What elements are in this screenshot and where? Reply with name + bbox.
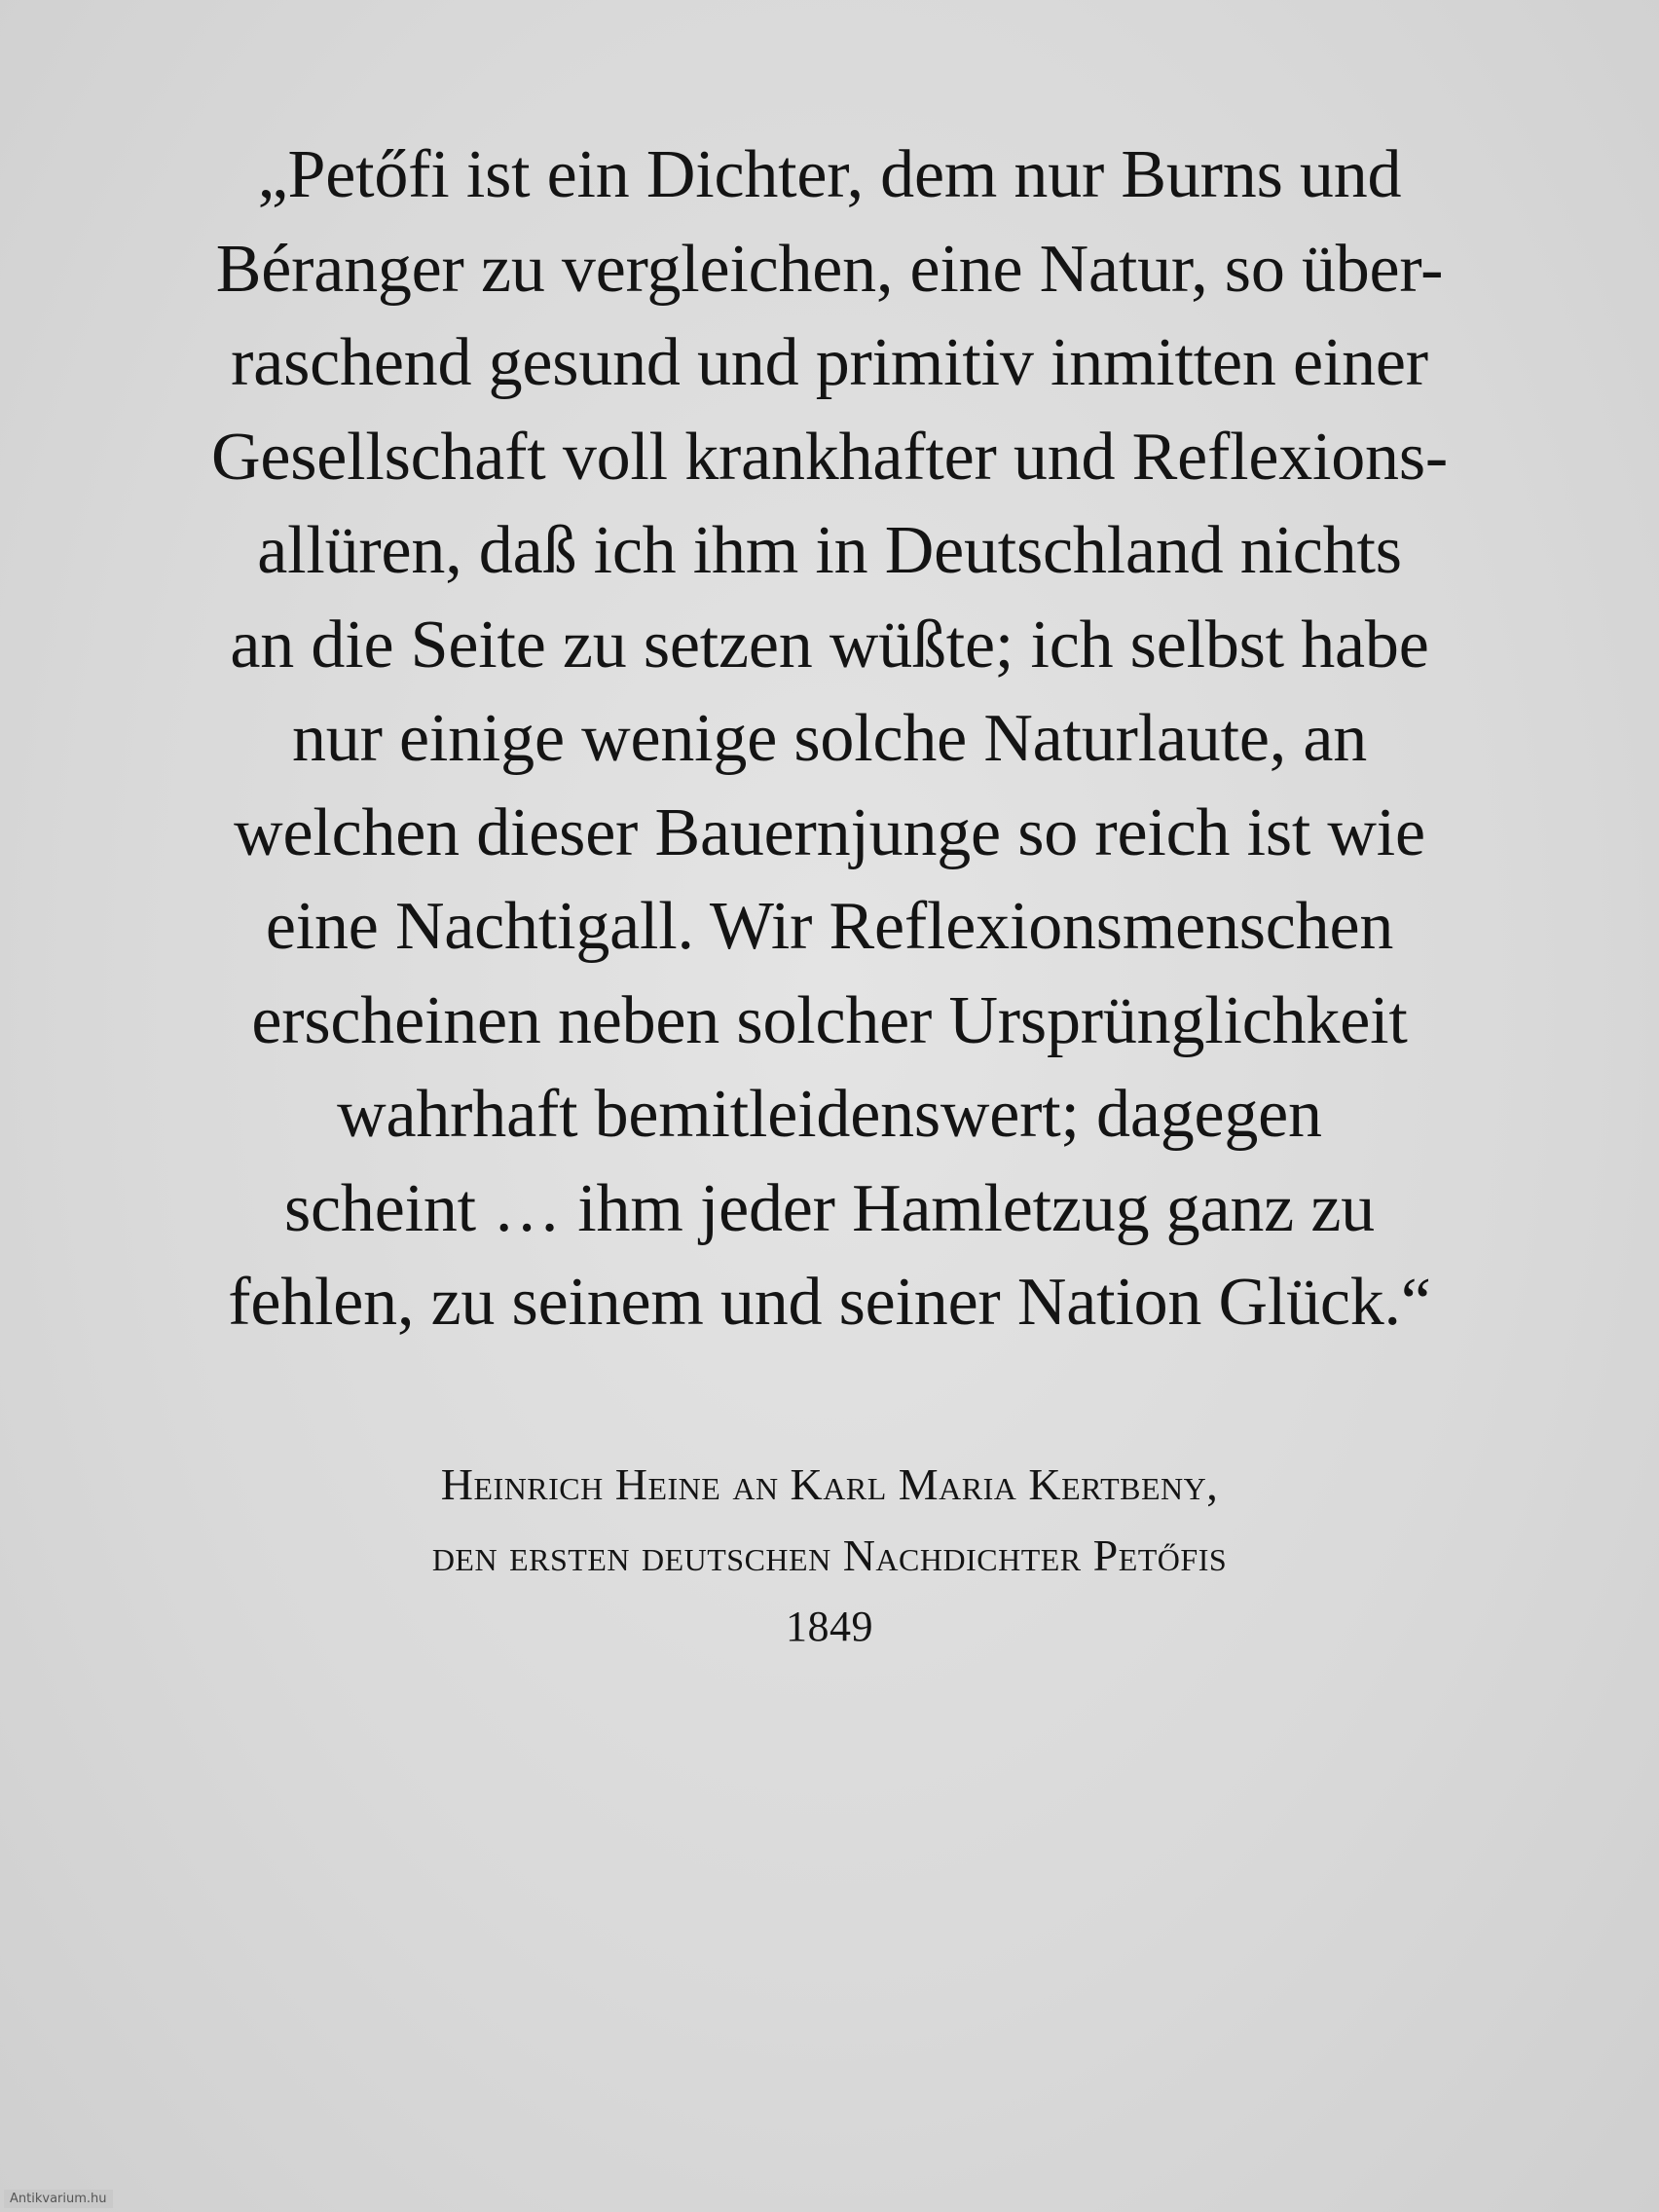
quote-attribution: [58, 1449, 1601, 1662]
attribution-year: 1849: [786, 1603, 873, 1650]
quote-line: allüren, daß ich ihm in Deutschland nichts: [257, 513, 1402, 588]
quote-line: „Petőfi ist ein Dichter, dem nur Burns und: [257, 137, 1402, 212]
quote-line: fehlen, zu seinem und seiner Nation Glück.“: [228, 1265, 1431, 1340]
heine-quote: [58, 129, 1601, 1350]
quote-line: an die Seite zu setzen wüßte; ich selbst habe: [230, 607, 1429, 682]
quote-line: eine Nachtigall. Wir Reflexionsmenschen: [265, 889, 1394, 964]
quote-line: nur einige wenige solche Naturlaute, an: [292, 701, 1367, 776]
quote-line: raschend gesund und primitiv inmitten einer: [231, 325, 1428, 400]
watermark-label: Antikvarium.hu: [4, 2190, 113, 2208]
quote-line: welchen dieser Bauernjunge so reich ist wie: [234, 794, 1425, 870]
attribution-line-author: Heinrich Heine an Karl Maria Kertbeny,: [440, 1459, 1219, 1509]
attribution-line-recipient: den ersten deutschen Nachdichter Petőfis: [431, 1530, 1228, 1580]
quote-line: erscheinen neben solcher Ursprünglichkeit: [251, 982, 1408, 1058]
quote-line: scheint … ihm jeder Hamletzug ganz zu: [284, 1170, 1375, 1246]
quote-line: Béranger zu vergleichen, eine Natur, so über-: [215, 231, 1444, 307]
quote-line: Gesellschaft voll krankhafter und Reflexions-: [210, 419, 1449, 495]
quote-line: wahrhaft bemitleidenswert; dagegen: [337, 1077, 1322, 1152]
